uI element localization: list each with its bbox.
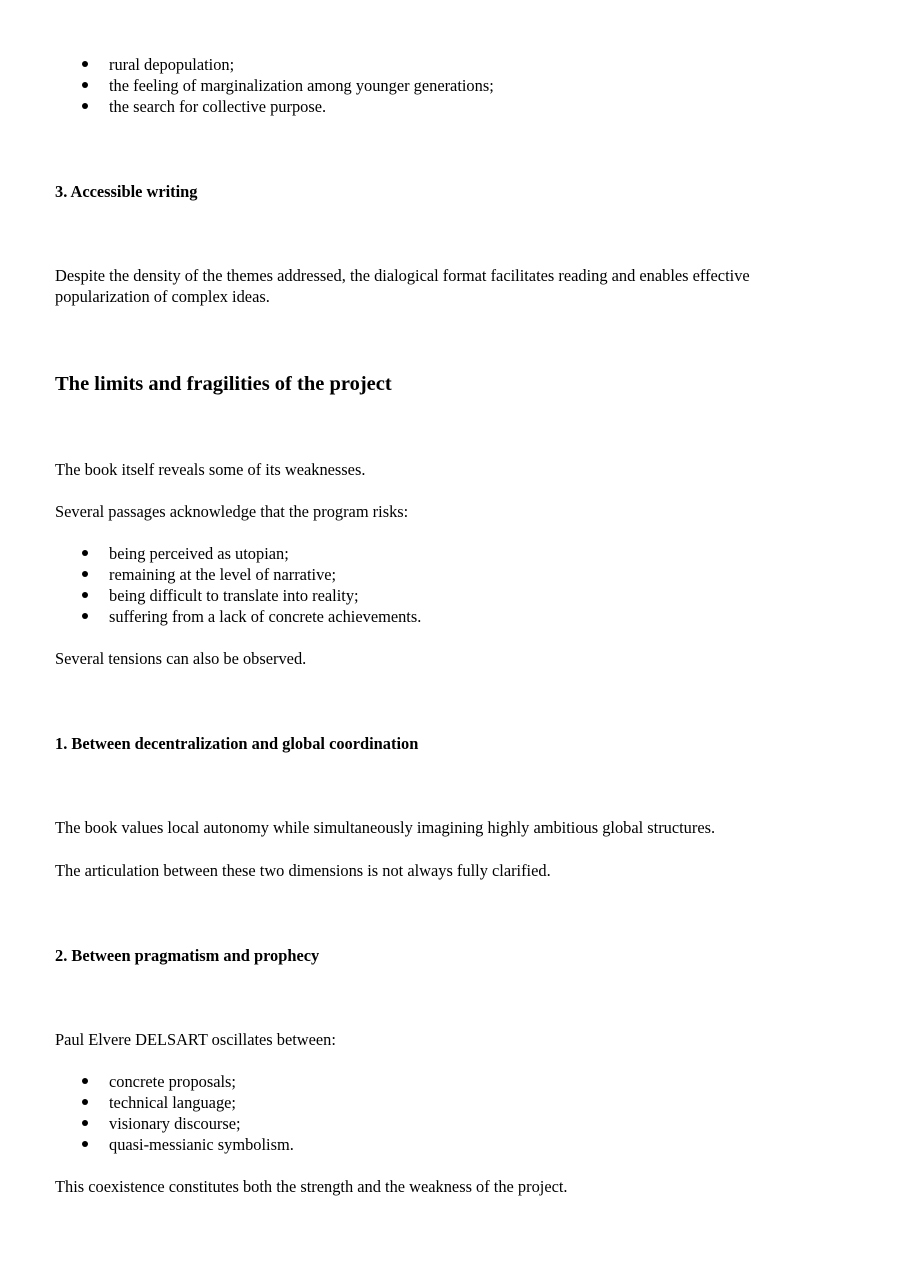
- risks-bullet-list: [0, 543, 421, 627]
- oscillation-bullet-list: [0, 1071, 294, 1155]
- paragraph-limits-intro-1: The book itself reveals some of its weaknesses.: [55, 460, 366, 479]
- bullet-icon: [82, 592, 88, 598]
- bullet-icon: [82, 103, 88, 109]
- list-item: [0, 1071, 294, 1092]
- bullet-icon: [82, 613, 88, 619]
- list-item: [0, 1113, 294, 1134]
- bullet-icon: [82, 61, 88, 67]
- section-heading-tension-2: 2. Between pragmatism and prophecy: [55, 946, 320, 965]
- paragraph-tensions-intro: Several tensions can also be observed.: [55, 649, 307, 668]
- section-heading-tension-1: 1. Between decentralization and global coordination: [55, 734, 419, 753]
- bullet-icon: [82, 550, 88, 556]
- paragraph-tension-2-intro: Paul Elvere DELSART oscillates between:: [55, 1030, 336, 1049]
- list-item-text: suffering from a lack of concrete achievements.: [109, 607, 422, 626]
- list-item: [0, 1092, 294, 1113]
- section-heading-limits: The limits and fragilities of the project: [55, 373, 392, 395]
- list-item-text: rural depopulation;: [109, 55, 235, 74]
- section-heading-accessible-writing: 3. Accessible writing: [55, 182, 198, 201]
- list-item-text: the search for collective purpose.: [109, 97, 327, 116]
- list-item: [0, 585, 421, 606]
- list-item-text: the feeling of marginalization among younger generations;: [109, 76, 494, 95]
- bullet-icon: [82, 1120, 88, 1126]
- list-item: [0, 543, 421, 564]
- list-item-text: quasi-messianic symbolism.: [109, 1135, 294, 1154]
- bullet-icon: [82, 82, 88, 88]
- bullet-icon: [82, 1099, 88, 1105]
- list-item: [0, 1134, 294, 1155]
- list-item-text: technical language;: [109, 1093, 236, 1112]
- list-item: [0, 96, 494, 117]
- bullet-icon: [82, 1078, 88, 1084]
- list-item: [0, 606, 421, 627]
- list-item: [0, 75, 494, 96]
- list-item-text: concrete proposals;: [109, 1072, 236, 1091]
- bullet-icon: [82, 571, 88, 577]
- bullet-icon: [82, 1141, 88, 1147]
- paragraph-tension-1-b: The articulation between these two dimensions is not always fully clarified.: [55, 861, 551, 880]
- list-item-text: being perceived as utopian;: [109, 544, 289, 563]
- list-item: [0, 54, 494, 75]
- list-item-text: visionary discourse;: [109, 1114, 241, 1133]
- list-item: [0, 564, 421, 585]
- paragraph-accessible-writing: Despite the density of the themes addressed, the dialogical format facilitates reading and enables effective popularization of complex ideas.: [55, 266, 750, 306]
- paragraph-limits-intro-2: Several passages acknowledge that the program risks:: [55, 502, 409, 521]
- list-item-text: being difficult to translate into reality;: [109, 586, 359, 605]
- list-item-text: remaining at the level of narrative;: [109, 565, 337, 584]
- top-bullet-list: [0, 54, 494, 117]
- paragraph-tension-1-a: The book values local autonomy while simultaneously imagining highly ambitious global structures.: [55, 818, 716, 837]
- paragraph-tension-2-conclusion: This coexistence constitutes both the strength and the weakness of the project.: [55, 1177, 568, 1196]
